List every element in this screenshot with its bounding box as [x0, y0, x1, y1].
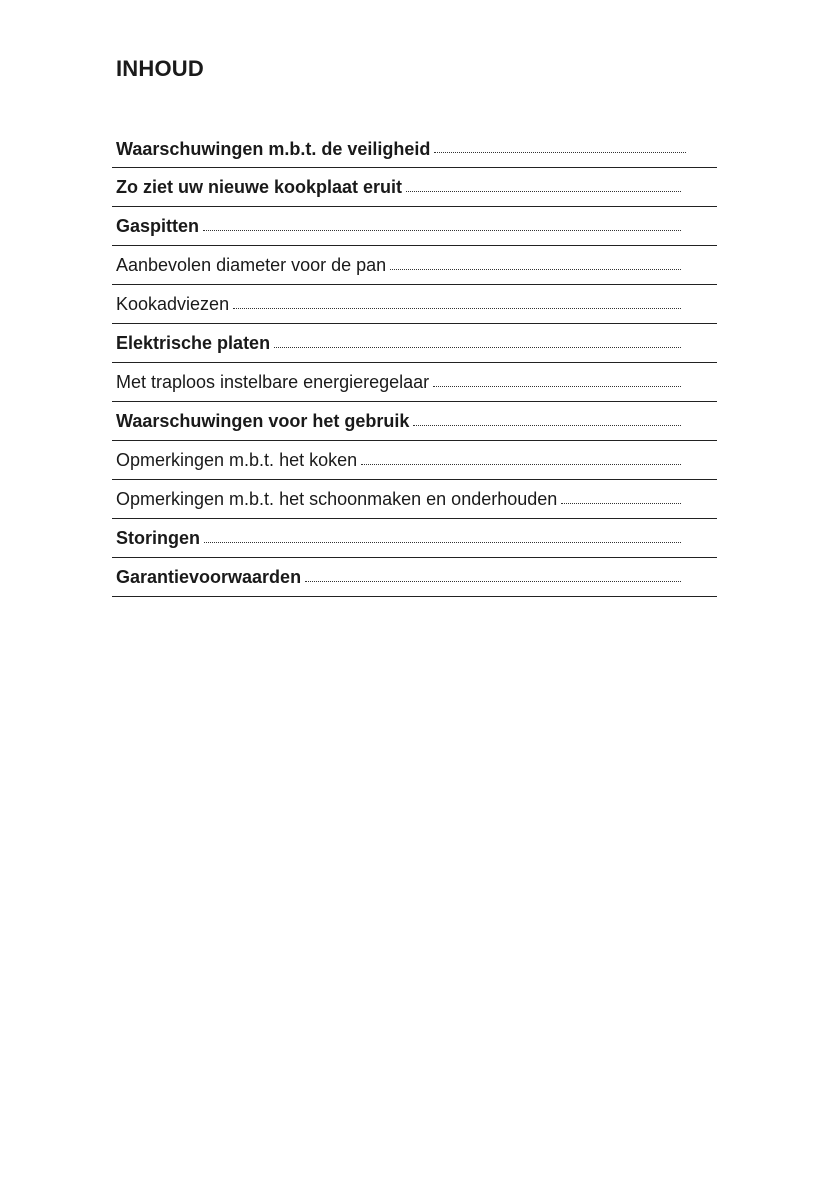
toc-entry-label: Garantievoorwaarden — [116, 567, 302, 587]
toc-dot-leader — [413, 425, 681, 426]
toc-entry[interactable] — [112, 558, 717, 597]
toc-entry-label: Waarschuwingen m.b.t. de veiligheid — [116, 138, 431, 159]
toc-entry[interactable] — [112, 480, 717, 519]
toc-entry-label: Met traploos instelbare energieregelaar — [116, 372, 430, 392]
toc-entry-label: Opmerkingen m.b.t. het koken — [116, 450, 358, 470]
toc-entry[interactable] — [112, 130, 717, 168]
toc-dot-leader — [561, 503, 681, 504]
toc-dot-leader — [434, 152, 686, 153]
toc-entry-label: Gaspitten — [116, 216, 200, 236]
toc-entry-label: Kookadviezen — [116, 294, 230, 314]
toc-entry[interactable] — [112, 246, 717, 285]
toc-entry[interactable] — [112, 363, 717, 402]
toc-dot-leader — [305, 581, 681, 582]
toc-dot-leader — [406, 191, 681, 192]
toc-dot-leader — [433, 386, 681, 387]
toc-entry-label: Storingen — [116, 528, 200, 548]
toc-entry[interactable] — [112, 519, 717, 558]
toc-dot-leader — [204, 542, 681, 543]
toc-dot-leader — [203, 230, 681, 231]
toc-entry-label: Waarschuwingen voor het gebruik — [116, 411, 410, 431]
toc-entry-label: Zo ziet uw nieuwe kookplaat eruit — [116, 177, 403, 197]
toc-dot-leader — [274, 347, 681, 348]
table-of-contents — [112, 130, 717, 597]
toc-entry[interactable] — [112, 324, 717, 363]
toc-dot-leader — [390, 269, 681, 270]
page-title: INHOUD — [116, 56, 204, 81]
toc-entry-label: Aanbevolen diameter voor de pan — [116, 255, 387, 275]
toc-entry[interactable] — [112, 207, 717, 246]
toc-entry[interactable] — [112, 402, 717, 441]
toc-entry[interactable] — [112, 168, 717, 207]
toc-dot-leader — [233, 308, 681, 309]
toc-entry-label: Elektrische platen — [116, 333, 271, 353]
toc-dot-leader — [361, 464, 681, 465]
toc-entry-label: Opmerkingen m.b.t. het schoonmaken en onderhouden — [116, 489, 558, 509]
toc-entry[interactable] — [112, 285, 717, 324]
toc-entry[interactable] — [112, 441, 717, 480]
